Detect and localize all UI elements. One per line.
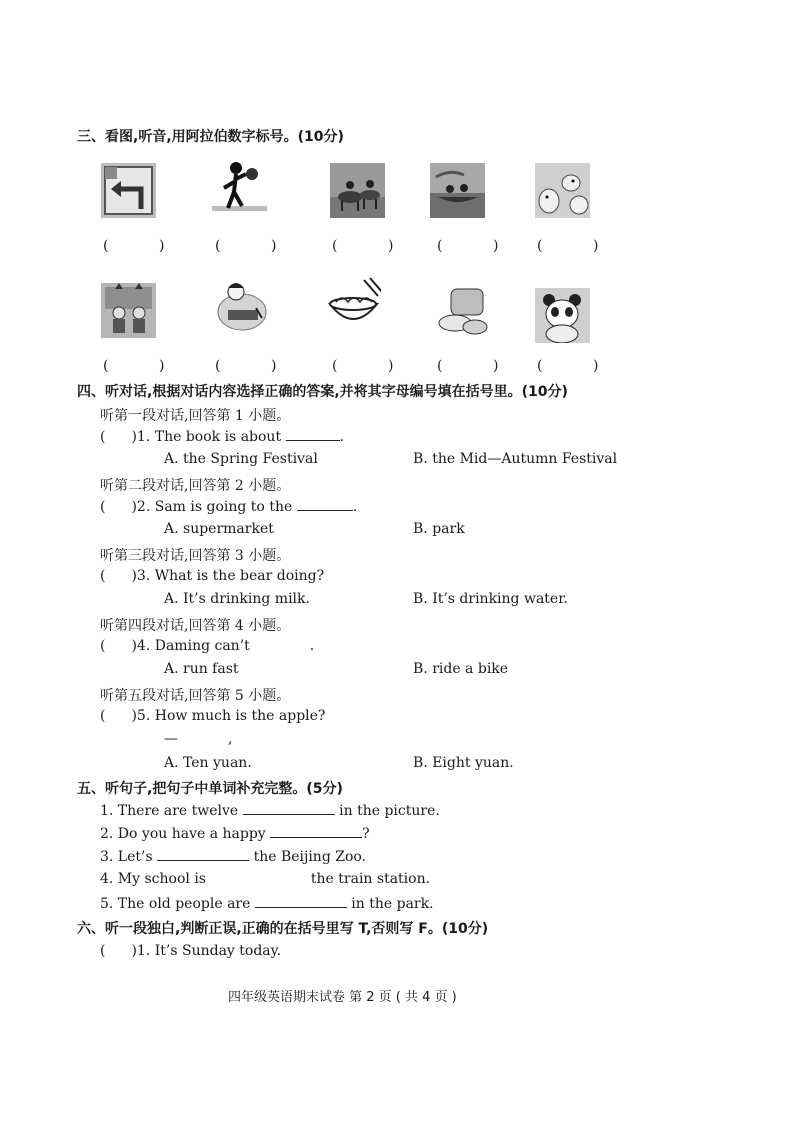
answer-blank[interactable] [270,825,362,838]
panda-icon [535,288,590,343]
dialogue-dash: — , [164,731,233,747]
sentence-5: 5. The old people are in the park. [100,896,434,912]
girl-eating-icon [212,278,267,333]
question-1: ( )1. The book is about . [100,429,344,445]
dialogue-intro: 听第一段对话,回答第 1 小题。 [100,408,291,424]
sentence-3: 3. Let’s the Beijing Zoo. [100,849,367,865]
question-3: ( )3. What is the bear doing? [100,568,325,584]
noodles-bowl-icon [326,276,381,331]
answer-blank[interactable] [255,895,347,908]
dialogue-intro: 听第四段对话,回答第 4 小题。 [100,618,291,634]
dialogue-intro: 听第三段对话,回答第 3 小题。 [100,548,291,564]
judgement-1: ( )1. It’s Sunday today. [100,943,282,959]
option-b: B. park [413,521,465,537]
question-5: ( )5. How much is the apple? [100,708,326,724]
question-2: ( )2. Sam is going to the . [100,499,358,515]
answer-blank[interactable] [297,498,353,511]
section4-heading: 四、听对话,根据对话内容选择正确的答案,并将其字母编号填在括号里。(10分) [77,384,568,400]
road-sign-left-turn-icon [101,163,156,218]
people-riding-horses-icon [330,163,385,218]
sentence-1: 1. There are twelve in the picture. [100,803,440,819]
answer-blank[interactable] [157,848,249,861]
option-b: B. Eight yuan. [413,755,514,771]
paren-open[interactable]: ( [100,499,106,515]
paren-open[interactable]: ( [100,708,106,724]
option-a: A. Ten yuan. [164,755,252,771]
option-b: B. the Mid—Autumn Festival [413,451,618,467]
option-a: A. the Spring Festival [164,451,318,467]
page-footer: 四年级英语期末试卷 第 2 页 ( 共 4 页 ) [228,990,457,1005]
option-a: A. supermarket [164,521,274,537]
section3-heading: 三、看图,听音,用阿拉伯数字标号。(10分) [77,129,344,145]
section6-heading: 六、听一段独白,判断正误,正确的在括号里写 T,否则写 F。(10分) [77,921,489,937]
people-rowing-boat-icon [430,163,485,218]
birds-icon [535,163,590,218]
children-in-room-icon [101,283,156,338]
bread-icon [435,283,490,338]
sentence-4: 4. My school is the train station. [100,871,431,887]
option-a: A. run fast [164,661,239,677]
question-4: ( )4. Daming can’t . [100,638,315,654]
girl-playing-basketball-icon [212,160,267,215]
option-a: A. It’s drinking milk. [164,591,310,607]
option-b: B. ride a bike [413,661,509,677]
answer-blank[interactable] [286,428,340,441]
option-b: B. It’s drinking water. [413,591,568,607]
paren-open[interactable]: ( [100,638,106,654]
paren-open[interactable]: ( [100,429,106,445]
answer-blank[interactable] [243,802,335,815]
paren-open[interactable]: ( [100,943,106,959]
section5-heading: 五、听句子,把句子中单词补充完整。(5分) [77,781,343,797]
dialogue-intro: 听第五段对话,回答第 5 小题。 [100,688,291,704]
sentence-2: 2. Do you have a happy ? [100,826,370,842]
paren-open[interactable]: ( [100,568,106,584]
dialogue-intro: 听第二段对话,回答第 2 小题。 [100,478,291,494]
